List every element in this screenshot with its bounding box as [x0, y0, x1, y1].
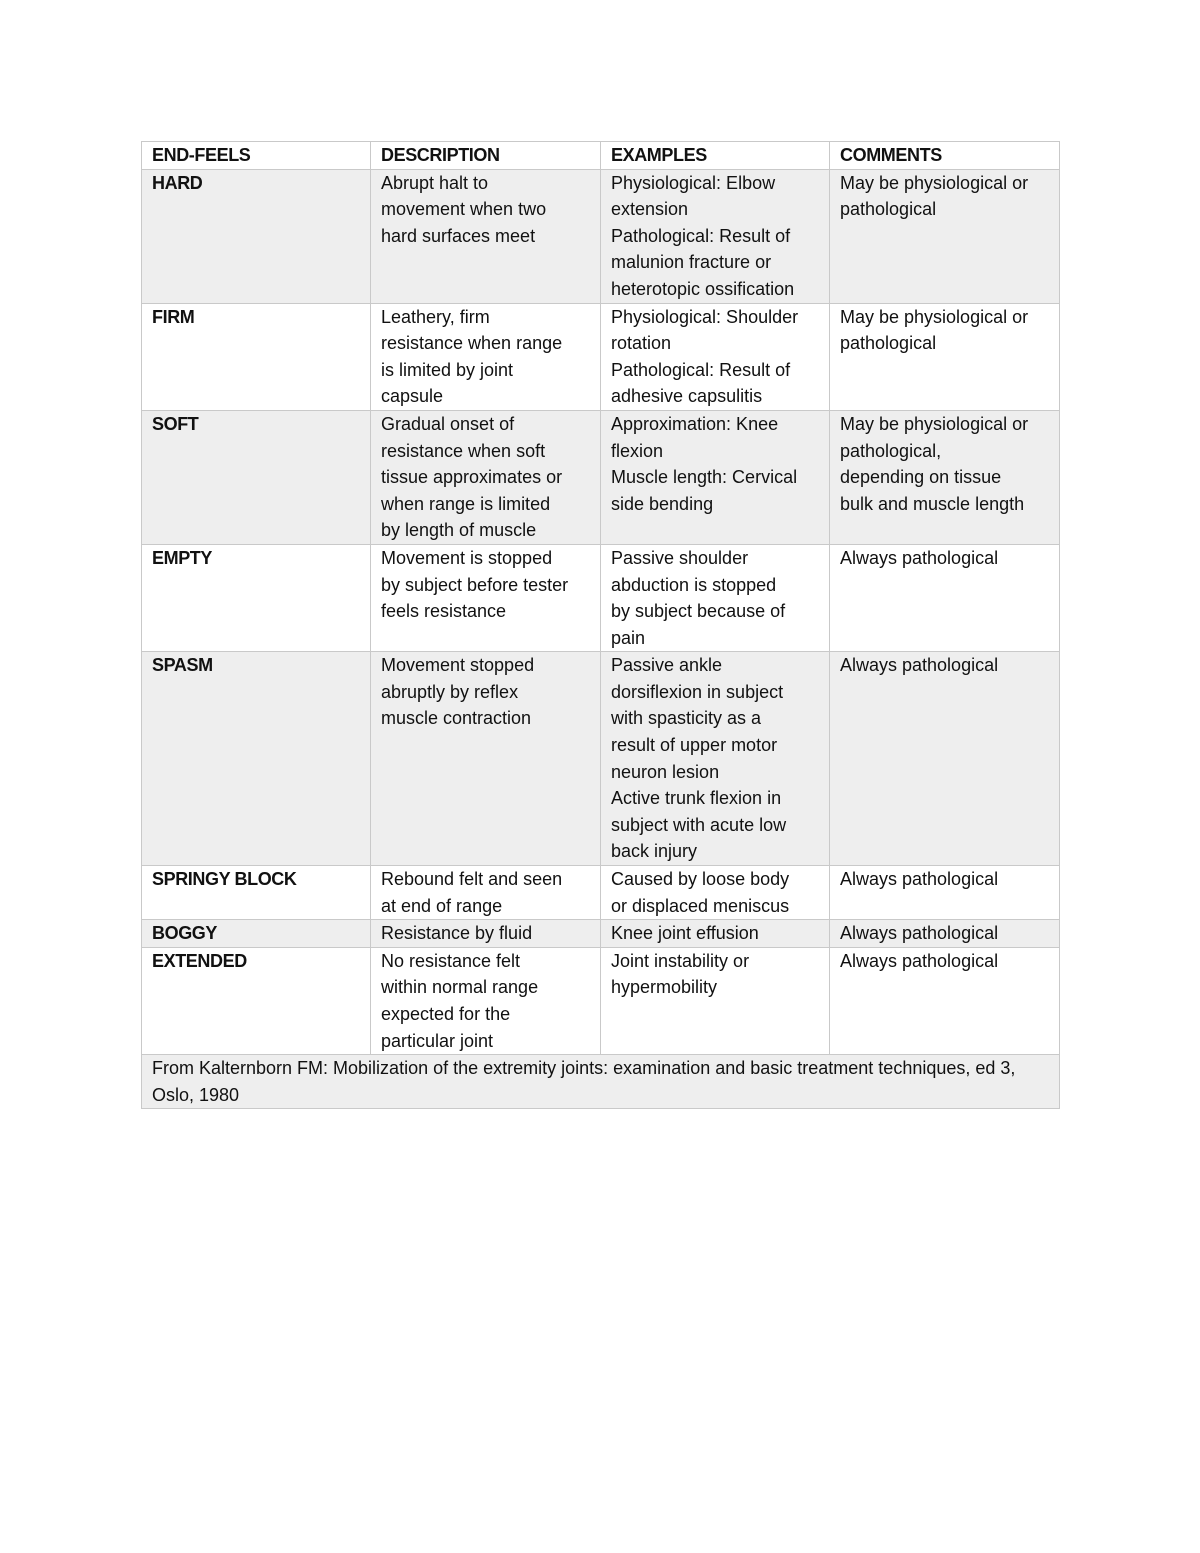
examples-line: hypermobility: [611, 977, 718, 998]
examples-line: dorsiflexion in subject: [611, 681, 784, 702]
examples-line: by subject because of: [611, 601, 786, 622]
table-row: [142, 303, 1060, 410]
table-header-row: [142, 142, 1060, 170]
table-row: [142, 947, 1060, 1054]
description-line: resistance when range: [381, 333, 563, 354]
examples-line: or displaced meniscus: [611, 895, 790, 916]
description-cell: [371, 410, 601, 544]
description-line: Resistance by fluid: [381, 923, 533, 944]
end-feel-name: SPASM: [142, 652, 371, 866]
end-feel-name: SPRINGY BLOCK: [142, 866, 371, 920]
end-feel-name: EMPTY: [142, 544, 371, 651]
examples-line: Passive shoulder: [611, 547, 749, 568]
examples-cell: [601, 920, 830, 948]
header-examples: EXAMPLES: [601, 142, 830, 170]
examples-line: result of upper motor: [611, 735, 778, 756]
comments-line: depending on tissue: [840, 467, 1002, 488]
description-cell: [371, 866, 601, 920]
end-feel-name: FIRM: [142, 303, 371, 410]
description-line: tissue approximates or: [381, 467, 563, 488]
comments-line: May be physiological or: [840, 172, 1029, 193]
examples-cell: [601, 410, 830, 544]
header-end-feels: END-FEELS: [142, 142, 371, 170]
examples-line: neuron lesion: [611, 761, 720, 782]
description-cell: [371, 652, 601, 866]
examples-line: Muscle length: Cervical: [611, 467, 798, 488]
comments-line: bulk and muscle length: [840, 493, 1025, 514]
table-body: [142, 169, 1060, 1055]
description-line: feels resistance: [381, 601, 507, 622]
comments-cell: [830, 410, 1060, 544]
examples-line: heterotopic ossification: [611, 278, 795, 299]
header-description: DESCRIPTION: [371, 142, 601, 170]
table-row: [142, 920, 1060, 948]
examples-cell: [601, 652, 830, 866]
examples-line: side bending: [611, 493, 714, 514]
description-line: expected for the: [381, 1004, 511, 1024]
examples-cell: [601, 303, 830, 410]
examples-line: subject with acute low: [611, 814, 787, 835]
description-line: abruptly by reflex: [381, 681, 519, 702]
examples-line: with spasticity as a: [611, 708, 762, 729]
end-feels-table: [141, 141, 1060, 1109]
description-line: at end of range: [381, 895, 503, 916]
comments-line: pathological: [840, 199, 937, 220]
description-line: hard surfaces meet: [381, 225, 536, 246]
examples-cell: [601, 866, 830, 920]
examples-cell: [601, 544, 830, 651]
comments-cell: [830, 947, 1060, 1054]
examples-line: abduction is stopped: [611, 574, 777, 595]
header-comments: COMMENTS: [830, 142, 1060, 170]
description-line: capsule: [381, 386, 444, 407]
description-cell: [371, 947, 601, 1054]
examples-line: Physiological: Shoulder: [611, 306, 799, 327]
examples-line: back injury: [611, 841, 698, 862]
comments-line: pathological: [840, 333, 937, 354]
description-line: is limited by joint: [381, 359, 514, 380]
end-feel-name: BOGGY: [142, 920, 371, 948]
description-line: movement when two: [381, 199, 547, 220]
end-feel-name: SOFT: [142, 410, 371, 544]
comments-cell: [830, 303, 1060, 410]
comments-line: Always pathological: [840, 655, 999, 676]
description-line: resistance when soft: [381, 440, 546, 461]
description-line: Leathery, firm: [381, 306, 490, 327]
description-line: by subject before tester: [381, 574, 569, 595]
comments-cell: [830, 544, 1060, 651]
comments-line: pathological,: [840, 440, 942, 461]
description-cell: [371, 544, 601, 651]
examples-line: rotation: [611, 333, 672, 354]
description-line: Rebound felt and seen: [381, 869, 563, 890]
examples-cell: [601, 169, 830, 303]
table-row: [142, 169, 1060, 303]
description-line: Gradual onset of: [381, 413, 515, 434]
description-line: particular joint: [381, 1030, 494, 1051]
examples-cell: [601, 947, 830, 1054]
examples-line: Physiological: Elbow: [611, 172, 776, 193]
description-line: Movement stopped: [381, 655, 535, 676]
description-cell: [371, 303, 601, 410]
examples-line: malunion fracture or: [611, 252, 772, 273]
table-row: [142, 866, 1060, 920]
examples-line: Pathological: Result of: [611, 225, 791, 246]
comments-cell: [830, 920, 1060, 948]
description-line: Abrupt halt to: [381, 172, 489, 193]
description-line: when range is limited: [381, 493, 551, 514]
description-line: by length of muscle: [381, 520, 537, 541]
description-cell: [371, 169, 601, 303]
end-feel-name: HARD: [142, 169, 371, 303]
source-citation: From Kalternborn FM: Mobilization of the extremity joints: examination and basic treatment techniques, ed 3, Oslo, 1980: [142, 1055, 1060, 1109]
examples-line: Knee joint effusion: [611, 923, 759, 944]
description-line: Movement is stopped: [381, 547, 553, 568]
description-line: No resistance felt: [381, 950, 521, 971]
description-line: within normal range: [381, 977, 539, 998]
comments-line: May be physiological or: [840, 413, 1029, 434]
comments-line: Always pathological: [840, 923, 999, 944]
end-feel-name: EXTENDED: [142, 947, 371, 1054]
comments-cell: [830, 866, 1060, 920]
examples-line: extension: [611, 199, 689, 220]
comments-line: Always pathological: [840, 950, 999, 971]
examples-line: pain: [611, 627, 646, 648]
source-row: [142, 1055, 1060, 1109]
examples-line: Approximation: Knee: [611, 413, 779, 434]
comments-cell: [830, 652, 1060, 866]
comments-line: May be physiological or: [840, 306, 1029, 327]
table-row: [142, 544, 1060, 651]
examples-line: Caused by loose body: [611, 869, 790, 890]
table-row: [142, 652, 1060, 866]
examples-line: Active trunk flexion in: [611, 788, 782, 809]
comments-line: Always pathological: [840, 869, 999, 890]
examples-line: Passive ankle: [611, 655, 723, 676]
comments-cell: [830, 169, 1060, 303]
examples-line: Pathological: Result of: [611, 359, 791, 380]
examples-line: flexion: [611, 440, 664, 461]
description-cell: [371, 920, 601, 948]
examples-line: adhesive capsulitis: [611, 386, 763, 407]
examples-line: Joint instability or: [611, 950, 750, 971]
description-line: muscle contraction: [381, 708, 532, 729]
table-row: [142, 410, 1060, 544]
comments-line: Always pathological: [840, 547, 999, 568]
